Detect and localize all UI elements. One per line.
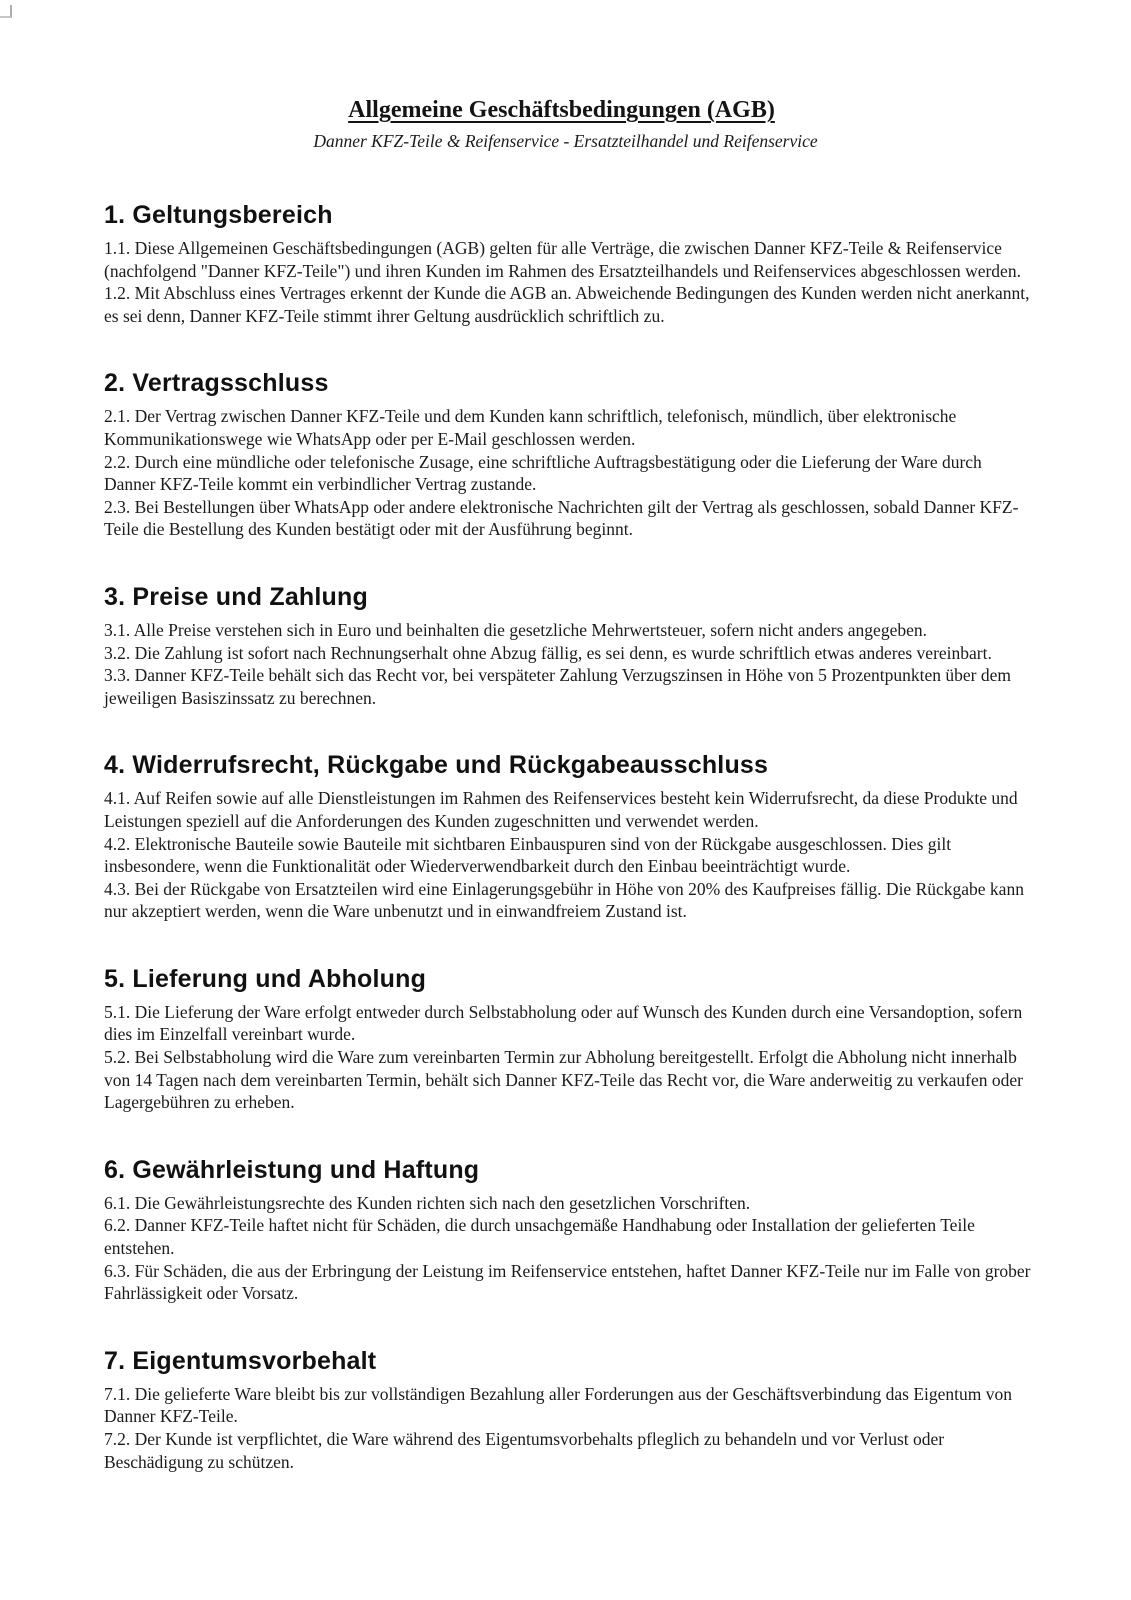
section-lieferung-und-abholung bbox=[104, 965, 1032, 1114]
section-heading: 3. Preise und Zahlung bbox=[104, 582, 368, 611]
section-widerrufsrecht bbox=[104, 751, 1032, 923]
clause: 6.2. Danner KFZ-Teile haftet nicht für Schäden, die durch unsachgemäße Handhabung oder Installation der gelieferten Teile entstehen. bbox=[104, 1215, 975, 1259]
clause: 2.3. Bei Bestellungen über WhatsApp oder andere elektronische Nachrichten gilt der Vertrag als geschlossen, sobald Danner KFZ-Teile die Bestellung des Kunden bestätigt oder mit der Ausführung beginnt. bbox=[104, 496, 1019, 540]
section-gewaehrleistung-und-haftung bbox=[104, 1156, 1032, 1305]
section-heading: 6. Gewährleistung und Haftung bbox=[104, 1155, 480, 1184]
clause: 1.1. Diese Allgemeinen Geschäftsbedingungen (AGB) gelten für alle Verträge, die zwischen Danner KFZ-Teile & Reifenservice (nachfolgend "Danner KFZ-Teile") und ihren Kunden im Rahmen des Ersatzteilhandels und Reifenservices abgeschlossen werden. bbox=[104, 238, 1021, 281]
clause: 2.2. Durch eine mündliche oder telefonische Zusage, eine schriftliche Auftragsbestätigung oder die Lieferung der Ware durch Danner KFZ-Teile kommt ein verbindlicher Vertrag zustande. bbox=[104, 451, 982, 495]
clause: 6.3. Für Schäden, die aus der Erbringung der Leistung im Reifenservice entstehen, haftet Danner KFZ-Teile nur im Falle von grober Fahrlässigkeit oder Vorsatz. bbox=[104, 1260, 1031, 1304]
scan-corner-artifact bbox=[0, 5, 12, 18]
section-eigentumsvorbehalt bbox=[104, 1347, 1032, 1473]
clause: 3.3. Danner KFZ-Teile behält sich das Recht vor, bei verspäteter Zahlung Verzugszinsen in Höhe von 5 Prozentpunkten über dem jeweiligen Basiszinssatz zu berechnen. bbox=[104, 665, 1012, 708]
clause: 7.2. Der Kunde ist verpflichtet, die Ware während des Eigentumsvorbehalts pfleglich zu behandeln und vor Verlust oder Beschädigung zu schützen. bbox=[104, 1429, 945, 1472]
document-body bbox=[104, 201, 1032, 1473]
section-preise-und-zahlung bbox=[104, 583, 1032, 709]
clause: 4.3. Bei der Rückgabe von Ersatzteilen wird eine Einlagerungsgebühr in Höhe von 20% des Kaufpreises fällig. Die Rückgabe kann nur akzeptiert werden, wenn die Ware unbenutzt und in einwandfreiem Zustand ist. bbox=[104, 878, 1024, 922]
document-header bbox=[0, 0, 1131, 152]
section-geltungsbereich bbox=[104, 201, 1032, 327]
clause: 6.1. Die Gewährleistungsrechte des Kunden richten sich nach den gesetzlichen Vorschriften. bbox=[104, 1192, 751, 1213]
section-heading: 4. Widerrufsrecht, Rückgabe und Rückgabeausschluss bbox=[104, 751, 769, 780]
section-heading: 7. Eigentumsvorbehalt bbox=[104, 1346, 377, 1375]
clause: 3.2. Die Zahlung ist sofort nach Rechnungserhalt ohne Abzug fällig, es sei denn, es wurde schriftlich etwas anderes vereinbart. bbox=[104, 642, 992, 663]
clause: 3.1. Alle Preise verstehen sich in Euro und beinhalten die gesetzliche Mehrwertsteuer, sofern nicht anders angegeben. bbox=[104, 619, 927, 640]
section-heading: 2. Vertragsschluss bbox=[104, 369, 329, 398]
clause: 1.2. Mit Abschluss eines Vertrages erkennt der Kunde die AGB an. Abweichende Bedingungen des Kunden werden nicht anerkannt, es sei denn, Danner KFZ-Teile stimmt ihrer Geltung ausdrücklich schriftlich zu. bbox=[104, 283, 1030, 326]
section-heading: 5. Lieferung und Abholung bbox=[104, 964, 427, 993]
section-heading: 1. Geltungsbereich bbox=[104, 201, 333, 229]
document-title: Allgemeine Geschäftsbedingungen (AGB) bbox=[348, 97, 775, 123]
clause: 7.1. Die gelieferte Ware bleibt bis zur vollständigen Bezahlung aller Forderungen aus der Geschäftsverbindung das Eigentum von Danner KFZ-Teile. bbox=[104, 1383, 1013, 1427]
clause: 5.2. Bei Selbstabholung wird die Ware zum vereinbarten Termin zur Abholung bereitgestellt. Erfolgt die Abholung nicht innerhalb von 14 Tagen nach dem vereinbarten Termin, behält sich Danner KFZ-Teile das Recht vor, die Ware anderweitig zu verkaufen oder Lagergebühren zu erheben. bbox=[104, 1047, 1023, 1113]
clause: 5.1. Die Lieferung der Ware erfolgt entweder durch Selbstabholung oder auf Wunsch des Kunden durch eine Versandoption, sofern dies im Einzelfall vereinbart wurde. bbox=[104, 1001, 1023, 1045]
clause: 4.2. Elektronische Bauteile sowie Bauteile mit sichtbaren Einbauspuren sind von der Rückgabe ausgeschlossen. Dies gilt insbesondere, wenn die Funktionalität oder Wiederverwendbarkeit durch den Einbau beeinträchtigt wurde. bbox=[104, 833, 952, 877]
document-subtitle: Danner KFZ-Teile & Reifenservice - Ersatzteilhandel und Reifenservice bbox=[313, 131, 818, 151]
clause: 4.1. Auf Reifen sowie auf alle Dienstleistungen im Rahmen des Reifenservices besteht kein Widerrufsrecht, da diese Produkte und Leistungen speziell auf die Anforderungen des Kunden zugeschnitten und verwendet werden. bbox=[104, 788, 1018, 831]
clause: 2.1. Der Vertrag zwischen Danner KFZ-Teile und dem Kunden kann schriftlich, telefonisch, mündlich, über elektronische Kommunikationswege wie WhatsApp oder per E-Mail geschlossen werden. bbox=[104, 406, 957, 449]
section-vertragsschluss bbox=[104, 369, 1032, 541]
